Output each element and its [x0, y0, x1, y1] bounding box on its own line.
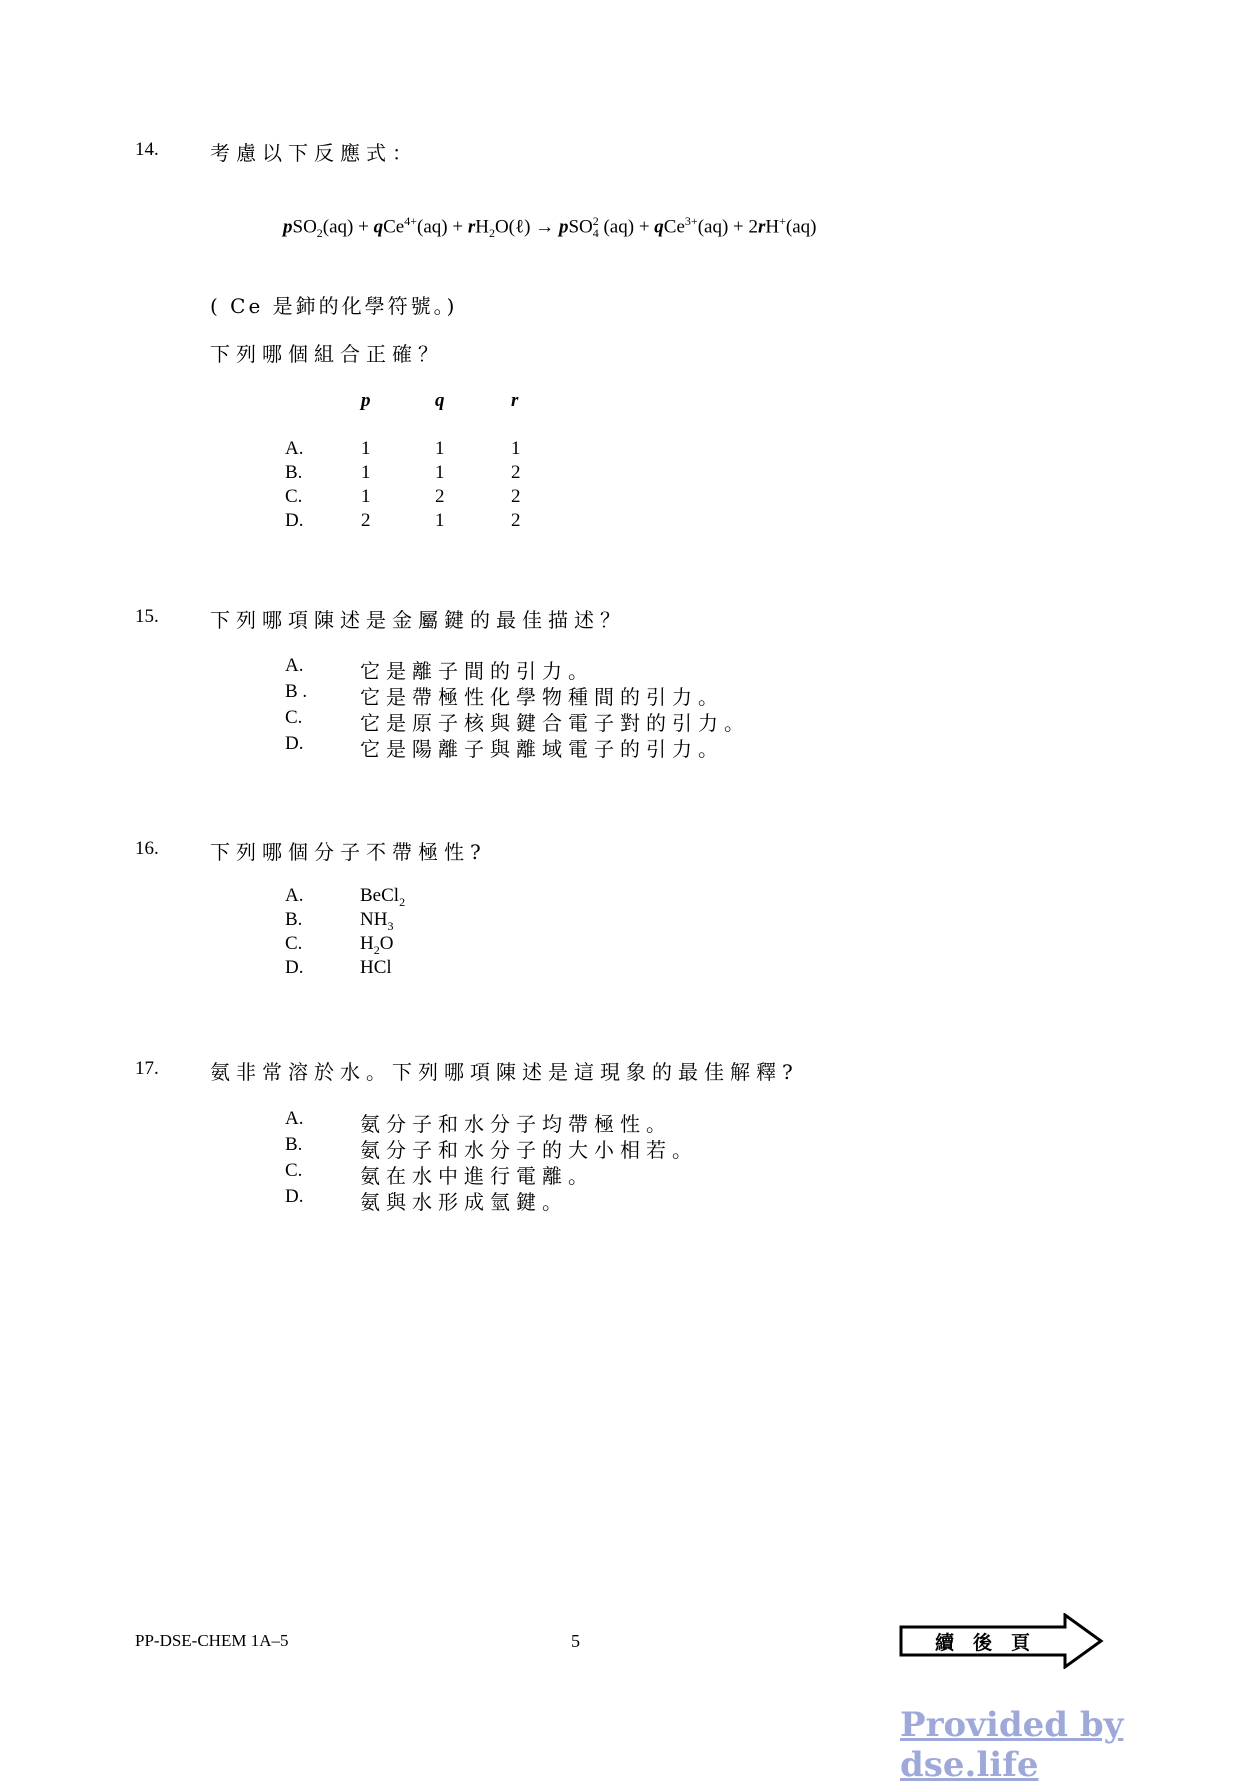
list-item	[0, 1108, 1240, 1134]
option-letter: D.	[285, 733, 304, 754]
option-formula	[360, 885, 405, 910]
header-p: p	[361, 390, 371, 411]
eq-coef-q1: q	[373, 216, 384, 238]
q16-prompt: 下列哪個分子不帶極性?	[210, 840, 487, 864]
formula-sub: 3	[387, 918, 394, 933]
q16-number: 16.	[135, 838, 159, 859]
q14-note: ( Ce 是鈰的化學符號。)	[210, 294, 458, 318]
option-letter: B.	[285, 909, 303, 930]
option-letter: C.	[285, 1160, 303, 1181]
row-p: 2	[361, 510, 371, 531]
q14-equation	[283, 214, 817, 241]
formula-main: BeCl	[360, 885, 400, 906]
q15-number: 15.	[135, 606, 159, 627]
list-item	[0, 707, 1240, 733]
q15-options	[0, 655, 1240, 765]
option-letter: B.	[285, 1134, 303, 1155]
list-item	[0, 933, 1240, 957]
eq-ce3: Ce	[663, 216, 685, 238]
list-item	[0, 957, 1240, 981]
list-item	[0, 1134, 1240, 1160]
option-letter: A.	[285, 885, 304, 906]
q17-options	[0, 1108, 1240, 1218]
formula-sub: 2	[399, 894, 406, 909]
eq-h2o-sub: 2	[488, 226, 495, 241]
option-formula	[360, 957, 392, 982]
table-row	[0, 462, 1240, 486]
list-item	[0, 885, 1240, 909]
option-text: 氨與水形成氫鍵。	[360, 1190, 568, 1214]
list-item	[0, 909, 1240, 933]
header-r: r	[511, 390, 519, 411]
eq-so2-sub: 2	[316, 226, 323, 241]
paper-code: PP-DSE-CHEM 1A–5	[135, 1631, 289, 1650]
option-letter: A.	[285, 655, 304, 676]
eq-ce3-sup: 3+	[684, 214, 698, 228]
option-letter: D.	[285, 957, 304, 978]
list-item	[0, 1160, 1240, 1186]
formula-main: H	[360, 933, 374, 954]
row-r: 2	[511, 486, 521, 507]
formula-main: NH	[360, 909, 388, 930]
q14-table	[0, 390, 1240, 540]
q14-question: 下列哪個組合正確？	[210, 342, 444, 366]
option-formula	[360, 909, 393, 934]
option-letter: C.	[285, 707, 303, 728]
table-row	[0, 438, 1240, 462]
option-letter: A.	[285, 1108, 304, 1129]
eq-coef-p1: p	[283, 216, 293, 238]
eq-coef-q2: q	[654, 216, 664, 238]
eq-coef-r2: r	[758, 216, 766, 238]
eq-h-state: (aq)	[785, 216, 817, 238]
eq-so4-state: (aq) +	[598, 216, 650, 238]
row-q: 2	[435, 486, 445, 507]
eq-so4-sup: 2	[592, 214, 599, 228]
option-letter: C.	[285, 933, 303, 954]
q17-prompt: 氨非常溶於水。下列哪項陳述是這現象的最佳解釋?	[210, 1060, 799, 1084]
eq-h-sup: +	[779, 214, 786, 228]
continue-label: 續 後 頁	[935, 1632, 1031, 1654]
list-item	[0, 1186, 1240, 1212]
eq-h2o: H	[475, 216, 489, 238]
eq-h: H	[765, 216, 780, 238]
option-letter: D.	[285, 1186, 304, 1207]
eq-ce3-state: (aq) + 2	[697, 216, 758, 238]
row-q: 1	[435, 438, 445, 459]
list-item	[0, 733, 1240, 759]
eq-coef-p2: p	[558, 216, 569, 238]
eq-ce4: Ce	[383, 216, 405, 238]
row-p: 1	[361, 462, 371, 483]
row-letter: A.	[285, 438, 304, 459]
option-letter: B .	[285, 681, 308, 702]
q14-number: 14.	[135, 139, 159, 160]
eq-ce4-sup: 4+	[404, 214, 417, 228]
list-item	[0, 681, 1240, 707]
eq-so2-state: (aq) +	[322, 216, 369, 238]
provided-by-link[interactable]: Provided by dse.life	[900, 1705, 1124, 1785]
header-q: q	[435, 390, 445, 411]
q16-options	[0, 885, 1240, 995]
row-p: 1	[361, 438, 371, 459]
row-letter: C.	[285, 486, 303, 507]
table-row	[0, 486, 1240, 510]
eq-ce4-state: (aq) +	[417, 216, 464, 238]
row-q: 1	[435, 462, 445, 483]
row-q: 1	[435, 510, 445, 531]
option-text: 氨分子和水分子均帶極性。	[360, 1112, 672, 1136]
row-letter: D.	[285, 510, 304, 531]
table-row	[0, 510, 1240, 534]
option-text: 氨在水中進行電離。	[360, 1164, 594, 1188]
row-r: 1	[511, 438, 521, 459]
q15-prompt: 下列哪項陳述是金屬鍵的最佳描述？	[210, 608, 626, 632]
formula-tail: O	[379, 933, 394, 954]
continue-arrow	[899, 1613, 1104, 1669]
q14-prompt: 考慮以下反應式：	[210, 141, 418, 165]
option-text: 它是帶極性化學物種間的引力。	[360, 685, 724, 709]
row-r: 2	[511, 462, 521, 483]
option-text: 氨分子和水分子的大小相若。	[360, 1138, 698, 1162]
eq-so4: SO	[568, 216, 593, 238]
formula-sub: 2	[373, 942, 380, 957]
eq-h2o-tail: O(ℓ) →	[494, 216, 559, 238]
option-formula	[360, 933, 393, 958]
row-letter: B.	[285, 462, 303, 483]
eq-coef-r1: r	[467, 216, 476, 238]
formula-main: HCl	[360, 957, 392, 978]
page-number: 5	[571, 1631, 580, 1651]
row-p: 1	[361, 486, 371, 507]
option-text: 它是離子間的引力。	[360, 659, 594, 683]
row-r: 2	[511, 510, 521, 531]
list-item	[0, 655, 1240, 681]
option-text: 它是原子核與鍵合電子對的引力。	[360, 711, 750, 735]
q17-number: 17.	[135, 1058, 159, 1079]
q14-table-header	[0, 390, 1240, 414]
eq-so4-sub: 4	[592, 226, 599, 241]
option-text: 它是陽離子與離域電子的引力。	[360, 737, 724, 761]
eq-so2: SO	[292, 216, 317, 238]
